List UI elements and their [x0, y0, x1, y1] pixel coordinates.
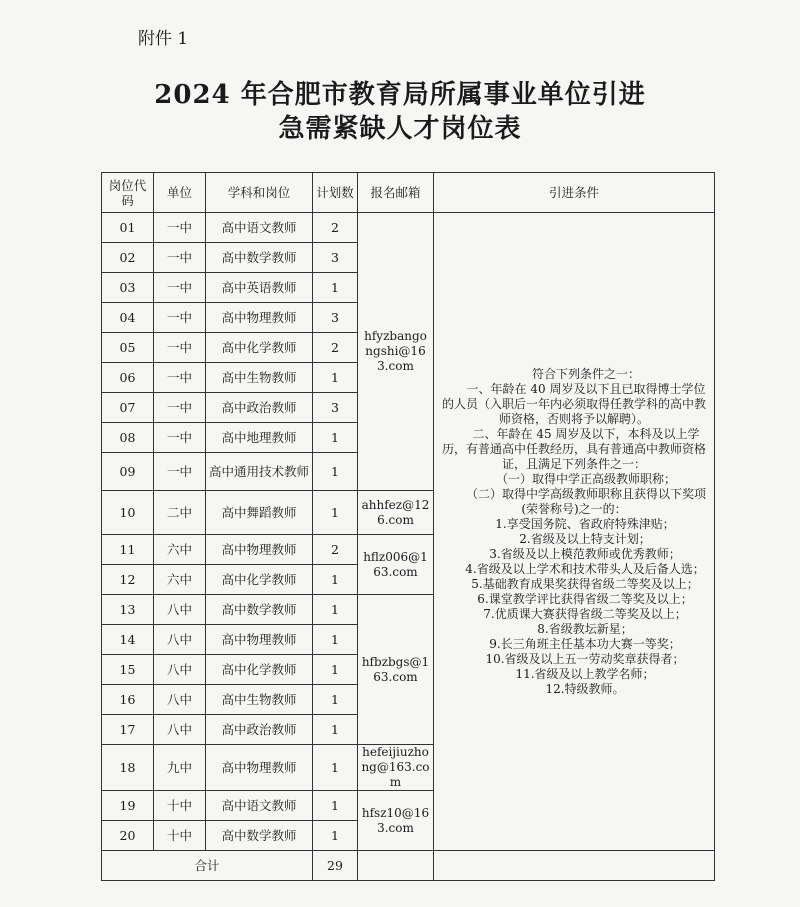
- header-row: [102, 173, 715, 213]
- cell-plan: 1: [313, 685, 358, 715]
- cell-unit: 十中: [154, 821, 206, 851]
- page-title: [0, 78, 800, 146]
- total-row: [102, 851, 715, 881]
- cell-unit: 一中: [154, 213, 206, 243]
- conditions-cell: [434, 213, 715, 851]
- cell-unit: 六中: [154, 535, 206, 565]
- cell-unit: 一中: [154, 243, 206, 273]
- cell-plan: 1: [313, 821, 358, 851]
- cell-unit: 六中: [154, 565, 206, 595]
- award-item: 4.省级及以上学术和技术带头人及后备人选；: [465, 561, 705, 576]
- cell-subject: 高中化学教师: [206, 655, 313, 685]
- cell-code: 10: [102, 491, 154, 535]
- cell-subject: 高中化学教师: [206, 333, 313, 363]
- cell-plan: 2: [313, 535, 358, 565]
- award-item: 11.省级及以上教学名师；: [515, 666, 655, 681]
- cell-subject: 高中生物教师: [206, 363, 313, 393]
- cell-unit: 二中: [154, 491, 206, 535]
- cell-code: 01: [102, 213, 154, 243]
- cell-plan: 1: [313, 625, 358, 655]
- condition-1: 一、年龄在 40 周岁及以下且已取得博士学位的人员（入职后一年内必须取得任教学科的高中教师资格，否则将予以解聘）。: [441, 381, 706, 426]
- award-item: 2.省级及以上特支计划；: [519, 531, 651, 546]
- positions-table: [101, 172, 715, 881]
- cell-subject: 高中化学教师: [206, 565, 313, 595]
- award-item: 10.省级及以上五一劳动奖章获得者；: [485, 651, 685, 666]
- cell-subject: 高中数学教师: [206, 243, 313, 273]
- title-line-2: 急需紧缺人才岗位表: [278, 114, 522, 144]
- total-empty-email: [358, 851, 434, 881]
- cell-subject: 高中物理教师: [206, 745, 313, 791]
- cell-subject: 高中政治教师: [206, 393, 313, 423]
- cell-code: 11: [102, 535, 154, 565]
- header-code: 岗位代码: [102, 173, 154, 213]
- condition-2b: （二）取得中学高级教师职称且获得以下奖项(荣誉称号)之一的：: [465, 486, 706, 516]
- award-item: 9.长三角班主任基本功大赛一等奖；: [489, 636, 681, 651]
- cell-unit: 一中: [154, 393, 206, 423]
- cell-plan: 1: [313, 491, 358, 535]
- header-unit: 单位: [154, 173, 206, 213]
- cell-code: 07: [102, 393, 154, 423]
- cell-unit: 一中: [154, 363, 206, 393]
- cell-plan: 3: [313, 303, 358, 333]
- cell-subject: 高中地理教师: [206, 423, 313, 453]
- email-cell: hfbzbgs@163.com: [358, 595, 434, 745]
- cell-subject: 高中英语教师: [206, 273, 313, 303]
- cell-subject: 高中物理教师: [206, 625, 313, 655]
- cell-unit: 一中: [154, 303, 206, 333]
- cell-unit: 八中: [154, 715, 206, 745]
- cell-plan: 1: [313, 715, 358, 745]
- cell-plan: 1: [313, 655, 358, 685]
- cell-code: 12: [102, 565, 154, 595]
- cell-code: 05: [102, 333, 154, 363]
- cell-code: 16: [102, 685, 154, 715]
- cell-code: 18: [102, 745, 154, 791]
- cell-plan: 1: [313, 363, 358, 393]
- cell-subject: 高中数学教师: [206, 821, 313, 851]
- condition-2: 二、年龄在 45 周岁及以下，本科及以上学历，有普通高中任教经历，具有普通高中教师资格证，且满足下列条件之一：: [441, 426, 706, 471]
- cell-code: 17: [102, 715, 154, 745]
- email-cell: hfsz10@163.com: [358, 791, 434, 851]
- cell-code: 04: [102, 303, 154, 333]
- award-item: 5.基础教育成果奖获得省级二等奖及以上；: [471, 576, 699, 591]
- cell-unit: 八中: [154, 685, 206, 715]
- cell-subject: 高中通用技术教师: [206, 453, 313, 491]
- cell-subject: 高中物理教师: [206, 303, 313, 333]
- conditions-intro: 符合下列条件之一：: [531, 366, 640, 381]
- award-item: 6.课堂教学评比获得省级二等奖及以上；: [477, 591, 693, 606]
- cell-code: 13: [102, 595, 154, 625]
- cell-unit: 十中: [154, 791, 206, 821]
- award-item: 3.省级及以上模范教师或优秀教师；: [489, 546, 681, 561]
- cell-code: 09: [102, 453, 154, 491]
- cell-subject: 高中生物教师: [206, 685, 313, 715]
- cell-code: 08: [102, 423, 154, 453]
- title-line-1: 2024 年合肥市教育局所属事业单位引进: [154, 80, 646, 110]
- cell-code: 06: [102, 363, 154, 393]
- cell-subject: 高中舞蹈教师: [206, 491, 313, 535]
- cell-plan: 3: [313, 393, 358, 423]
- cell-plan: 1: [313, 273, 358, 303]
- cell-subject: 高中数学教师: [206, 595, 313, 625]
- total-label: 合计: [102, 851, 313, 881]
- cell-unit: 一中: [154, 423, 206, 453]
- cell-unit: 八中: [154, 655, 206, 685]
- award-item: 12.特级教师。: [545, 681, 625, 696]
- award-item: 1.享受国务院、省政府特殊津贴；: [495, 516, 675, 531]
- cell-plan: 1: [313, 791, 358, 821]
- header-plan: 计划数: [313, 173, 358, 213]
- cell-plan: 1: [313, 745, 358, 791]
- cell-unit: 九中: [154, 745, 206, 791]
- cell-unit: 一中: [154, 273, 206, 303]
- cell-code: 14: [102, 625, 154, 655]
- total-value: 29: [313, 851, 358, 881]
- cell-plan: 2: [313, 213, 358, 243]
- cell-subject: 高中语文教师: [206, 791, 313, 821]
- cell-subject: 高中物理教师: [206, 535, 313, 565]
- award-item: 7.优质课大赛获得省级二等奖及以上；: [483, 606, 687, 621]
- attachment-label: 附件 1: [138, 29, 189, 49]
- header-subject: 学科和岗位: [206, 173, 313, 213]
- cell-plan: 1: [313, 565, 358, 595]
- cell-code: 20: [102, 821, 154, 851]
- cell-unit: 一中: [154, 453, 206, 491]
- cell-code: 03: [102, 273, 154, 303]
- cell-plan: 1: [313, 595, 358, 625]
- cell-subject: 高中语文教师: [206, 213, 313, 243]
- cell-unit: 八中: [154, 625, 206, 655]
- cell-plan: 2: [313, 333, 358, 363]
- cell-unit: 一中: [154, 333, 206, 363]
- total-empty-conditions: [434, 851, 715, 881]
- cell-code: 15: [102, 655, 154, 685]
- table-row: [102, 213, 715, 243]
- header-email: 报名邮箱: [358, 173, 434, 213]
- email-cell: ahhfez@126.com: [358, 491, 434, 535]
- condition-2a: （一）取得中学正高级教师职称；: [495, 471, 676, 486]
- cell-plan: 1: [313, 423, 358, 453]
- email-cell: hflz006@163.com: [358, 535, 434, 595]
- award-item: 8.省级教坛新星；: [537, 621, 633, 636]
- cell-plan: 1: [313, 453, 358, 491]
- cell-code: 19: [102, 791, 154, 821]
- cell-code: 02: [102, 243, 154, 273]
- email-cell: hfyzbangongshi@163.com: [358, 213, 434, 491]
- cell-plan: 3: [313, 243, 358, 273]
- email-cell: hefeijiuzhong@163.com: [358, 745, 434, 791]
- cell-subject: 高中政治教师: [206, 715, 313, 745]
- header-conditions: 引进条件: [434, 173, 715, 213]
- cell-unit: 八中: [154, 595, 206, 625]
